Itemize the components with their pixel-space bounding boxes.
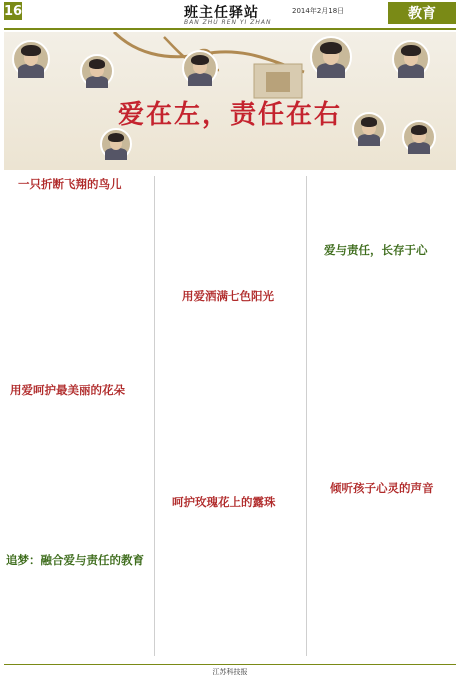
article-body [310, 504, 454, 658]
article-body [158, 174, 302, 284]
article-title: 一只折断飞翔的鸟儿 [18, 177, 122, 191]
article-title: 用爱洒满七色阳光 [182, 289, 274, 303]
column-divider [154, 176, 155, 656]
issue-date: 2014年2月18日 [292, 7, 345, 15]
header-rule [4, 28, 456, 30]
article-body [4, 200, 150, 378]
article-title: 爱与责任，长存于心 [324, 243, 428, 257]
feature-banner [4, 32, 456, 170]
article-title: 用爱呵护最美丽的花朵 [10, 383, 125, 397]
article-title: 追梦：融合爱与责任的教育 [6, 553, 144, 567]
column-right [310, 172, 456, 662]
article-body [4, 576, 150, 658]
article-columns [4, 172, 456, 662]
footer-rule [4, 664, 456, 665]
page-number: 16 [3, 3, 23, 19]
section-title: 班主任驿站 [184, 5, 259, 21]
column-divider [306, 176, 307, 656]
article-title: 倾听孩子心灵的声音 [330, 481, 434, 495]
article-body [158, 312, 302, 488]
teacher-photo [392, 40, 430, 78]
column-middle [158, 172, 304, 662]
article-title: 呵护玫瑰花上的露珠 [172, 495, 276, 509]
teacher-photo [182, 50, 218, 86]
page-footer: 江苏科技报 [212, 668, 248, 676]
feature-headline: 爱在左，责任在右 [117, 100, 342, 130]
section-pinyin: BAN ZHU REN YI ZHAN [184, 19, 272, 26]
article-body [4, 406, 150, 548]
teacher-photo [12, 40, 50, 78]
brand-logo: 教育 [388, 2, 456, 24]
article-body [158, 518, 302, 658]
article-body [310, 266, 454, 476]
column-left [4, 172, 152, 662]
teacher-photo [100, 128, 132, 160]
page-header [4, 2, 456, 28]
teacher-photo [80, 54, 114, 88]
teacher-photo [310, 36, 352, 78]
article-body [310, 174, 454, 238]
